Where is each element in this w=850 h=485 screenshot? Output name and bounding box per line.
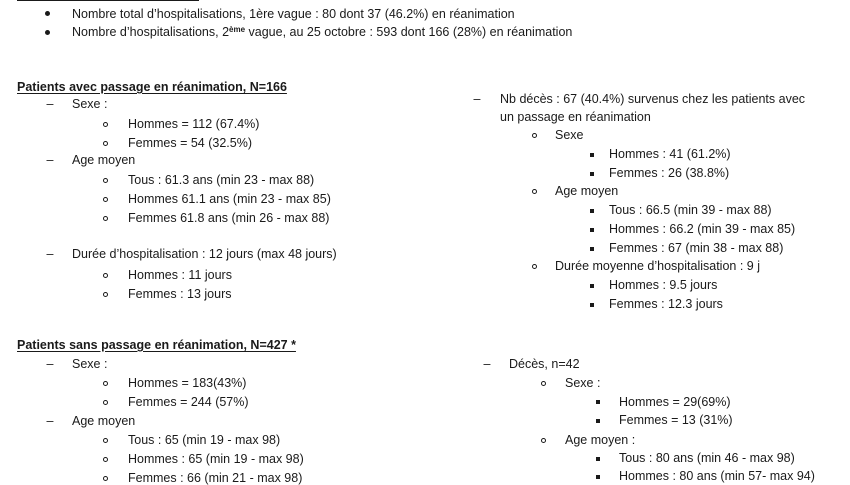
- deces-sans-age-label: Age moyen :: [565, 433, 636, 447]
- deces-sans-sexe-femmes: Femmes = 13 (31%): [619, 413, 733, 427]
- rea-age-label: Age moyen: [72, 153, 136, 167]
- circle-bullet-icon: [532, 264, 537, 269]
- dash-bullet: –: [473, 92, 481, 106]
- deces-rea-line1: Nb décès : 67 (40.4%) survenus chez les patients avec: [500, 92, 806, 106]
- circle-bullet-icon: [103, 292, 108, 297]
- square-bullet-icon: [596, 400, 600, 404]
- deces-rea-age-femmes: Femmes : 67 (min 38 - max 88): [609, 241, 784, 255]
- square-bullet-icon: [590, 284, 594, 288]
- square-bullet-icon: [596, 475, 600, 479]
- dash-bullet: –: [46, 97, 54, 111]
- square-bullet-icon: [590, 172, 594, 176]
- reanimation-heading: Patients avec passage en réanimation, N=166: [17, 80, 287, 94]
- deces-sans-age-tous: Tous : 80 ans (min 46 - max 98): [619, 451, 795, 465]
- deces-rea-line2: un passage en réanimation: [500, 110, 651, 124]
- circle-bullet-icon: [541, 438, 546, 443]
- square-bullet-icon: [590, 153, 594, 157]
- sans-rea-age-hommes: Hommes : 65 (min 19 - max 98): [128, 452, 304, 466]
- rea-duree-femmes: Femmes : 13 jours: [128, 287, 232, 301]
- circle-bullet-icon: [103, 141, 108, 146]
- deces-sans-age-hommes: Hommes : 80 ans (min 57- max 94): [619, 469, 815, 483]
- deces-rea-sexe-label: Sexe: [555, 128, 584, 142]
- deces-rea-duree-hommes: Hommes : 9.5 jours: [609, 278, 718, 292]
- cropped-heading-underline: [17, 0, 199, 1]
- sans-rea-age-tous: Tous : 65 (min 19 - max 98): [128, 433, 281, 447]
- circle-bullet-icon: [103, 216, 108, 221]
- rea-sexe-femmes: Femmes = 54 (32.5%): [128, 136, 253, 150]
- sans-rea-sexe-femmes: Femmes = 244 (57%): [128, 395, 249, 409]
- circle-bullet-icon: [103, 197, 108, 202]
- deces-rea-sexe-hommes: Hommes : 41 (61.2%): [609, 147, 731, 161]
- sans-rea-heading: Patients sans passage en réanimation, N=427 *: [17, 338, 296, 352]
- deces-sans-label: Décès, n=42: [509, 357, 580, 371]
- square-bullet-icon: [596, 457, 600, 461]
- square-bullet-icon: [590, 209, 594, 213]
- circle-bullet-icon: [103, 457, 108, 462]
- square-bullet-icon: [590, 303, 594, 307]
- deces-rea-age-hommes: Hommes : 66.2 (min 39 - max 85): [609, 222, 796, 236]
- rea-age-hommes: Hommes 61.1 ans (min 23 - max 85): [128, 192, 331, 206]
- circle-bullet-icon: [103, 122, 108, 127]
- deces-rea-duree-femmes: Femmes : 12.3 jours: [609, 297, 723, 311]
- deces-sans-sexe-label: Sexe :: [565, 376, 601, 390]
- dash-bullet: –: [46, 357, 54, 371]
- circle-bullet-icon: [103, 273, 108, 278]
- square-bullet-icon: [596, 419, 600, 423]
- circle-bullet-icon: [103, 178, 108, 183]
- dash-bullet: –: [46, 247, 54, 261]
- deces-rea-duree-label: Durée moyenne d’hospitalisation : 9 j: [555, 259, 760, 273]
- circle-bullet-icon: [103, 438, 108, 443]
- rea-sexe-hommes: Hommes = 112 (67.4%): [128, 117, 260, 131]
- deces-rea-age-label: Age moyen: [555, 184, 619, 198]
- square-bullet-icon: [590, 228, 594, 232]
- circle-bullet-icon: [532, 189, 537, 194]
- deces-rea-age-tous: Tous : 66.5 (min 39 - max 88): [609, 203, 772, 217]
- dash-bullet: –: [483, 357, 491, 371]
- rea-age-tous: Tous : 61.3 ans (min 23 - max 88): [128, 173, 315, 187]
- sans-rea-sexe-label: Sexe :: [72, 357, 108, 371]
- deces-sans-sexe-hommes: Hommes = 29(69%): [619, 395, 731, 409]
- total-hospitalisations-line: Nombre total d’hospitalisations, 1ère vague : 80 dont 37 (46.2%) en réanimation: [72, 7, 515, 21]
- rea-duree-hommes: Hommes : 11 jours: [128, 268, 232, 282]
- deces-rea-sexe-femmes: Femmes : 26 (38.8%): [609, 166, 730, 180]
- rea-age-femmes: Femmes 61.8 ans (min 26 - max 88): [128, 211, 330, 225]
- dash-bullet: –: [46, 414, 54, 428]
- rea-sexe-label: Sexe :: [72, 97, 108, 111]
- sans-rea-age-label: Age moyen: [72, 414, 136, 428]
- bullet-dot-icon: [45, 30, 50, 35]
- circle-bullet-icon: [103, 476, 108, 481]
- sans-rea-sexe-hommes: Hommes = 183(43%): [128, 376, 247, 390]
- circle-bullet-icon: [541, 381, 546, 386]
- circle-bullet-icon: [103, 400, 108, 405]
- circle-bullet-icon: [532, 133, 537, 138]
- bullet-dot-icon: [45, 11, 50, 16]
- circle-bullet-icon: [103, 381, 108, 386]
- sans-rea-age-femmes: Femmes : 66 (min 21 - max 98): [128, 471, 303, 485]
- square-bullet-icon: [590, 247, 594, 251]
- dash-bullet: –: [46, 153, 54, 167]
- second-wave-line: Nombre d’hospitalisations, 2ème vague, au 25 octobre : 593 dont 166 (28%) en réanimation: [72, 25, 573, 39]
- rea-duree-label: Durée d’hospitalisation : 12 jours (max 48 jours): [72, 247, 337, 261]
